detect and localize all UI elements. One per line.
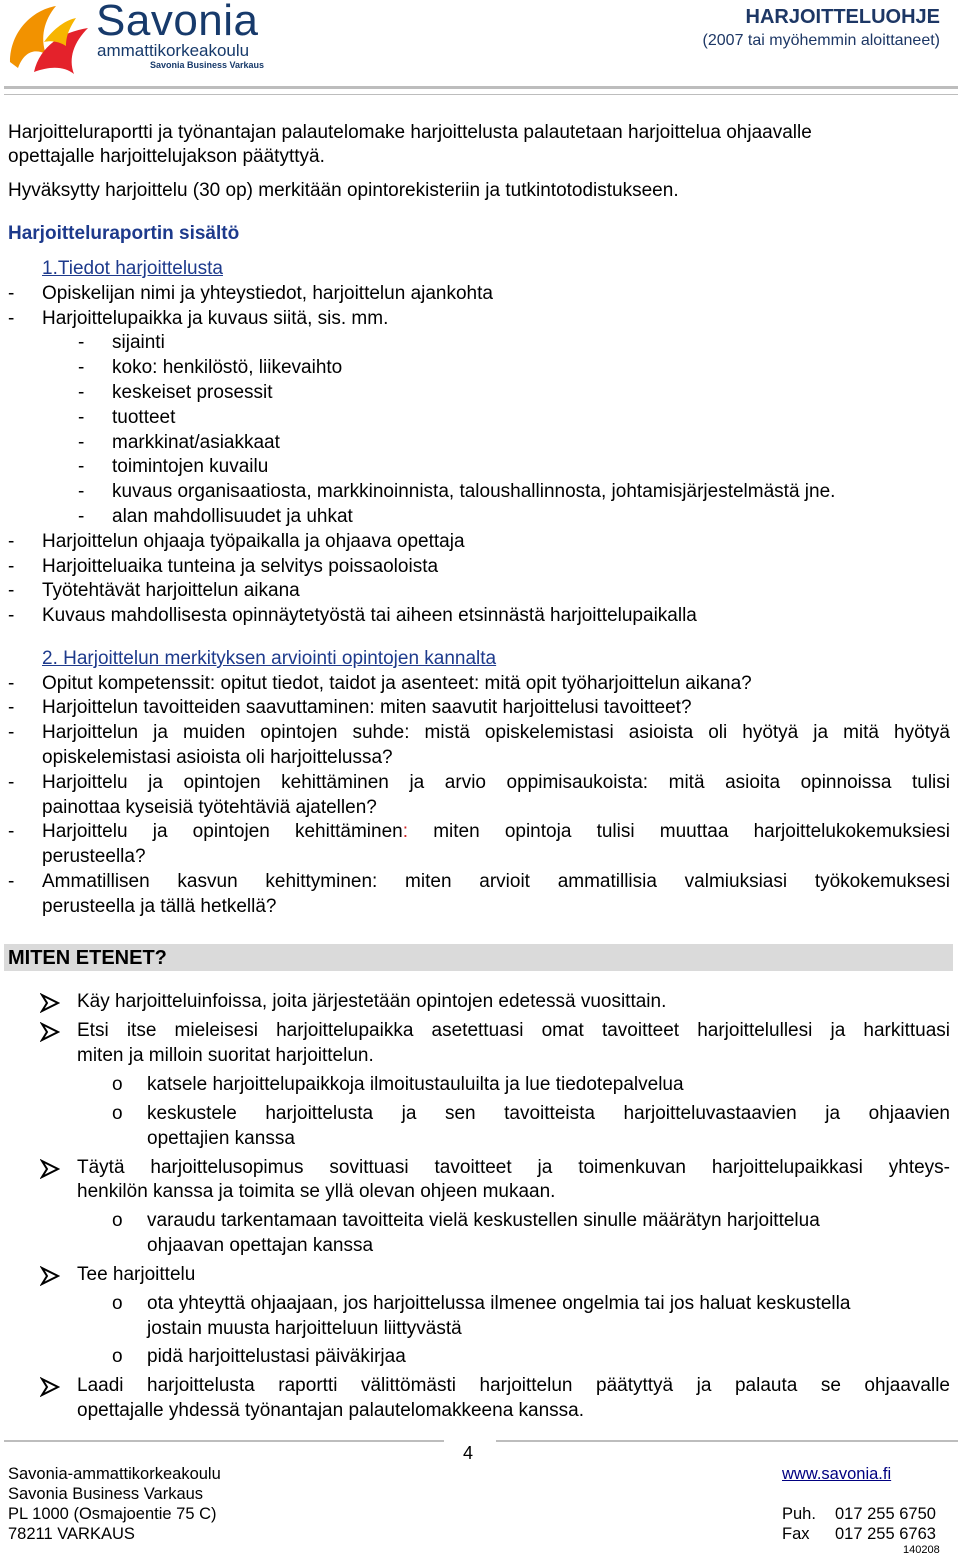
dash: - [78, 357, 85, 378]
dash: - [8, 697, 15, 718]
dash: - [78, 432, 85, 453]
step-text: Etsi itse mieleisesi harjoittelupaikka asetettuasi omat tavoitteet harjoittelullesi ja harkittuasi [77, 1020, 950, 1041]
logo-wordmark: Savonia [96, 0, 259, 45]
dash: - [8, 772, 15, 793]
sub-bullet: o [112, 1346, 123, 1367]
list-item-continuation: perusteella ja tällä hetkellä? [42, 896, 277, 917]
step-text-continuation: henkilön kanssa ja toimita se yllä olevan ohjeen mukaan. [77, 1181, 556, 1202]
dash: - [8, 821, 15, 842]
step-text-continuation: miten ja milloin suoritat harjoittelun. [77, 1045, 374, 1066]
dash: - [8, 673, 15, 694]
logo-subtitle: ammattikorkeakoulu [97, 41, 250, 60]
footer-address: PL 1000 (Osmajoentie 75 C) [8, 1505, 217, 1523]
sub-step-text: ota yhteyttä ohjaajaan, jos harjoittelussa ilmenee ongelmia tai jos haluat keskustella [147, 1293, 851, 1314]
footer-fax-label: Fax [782, 1525, 810, 1543]
how-heading: MITEN ETENET? [8, 947, 167, 969]
dash: - [8, 605, 15, 626]
step-text: Käy harjoitteluinfoissa, joita järjestetään opintojen edetessä vuosittain. [77, 991, 667, 1012]
document-title: HARJOITTELUOHJE [745, 6, 940, 28]
sub-step-text: varaudu tarkentamaan tavoitteita vielä keskustellen sinulle määrätyn harjoittelua [147, 1210, 820, 1231]
sub-item: markkinat/asiakkaat [112, 432, 280, 453]
intro-line: Harjoitteluraportti ja työnantajan palautelomake harjoittelusta palautetaan harjoittelua ohjaavalle [8, 122, 812, 143]
sub-bullet: o [112, 1103, 123, 1124]
dash: - [8, 556, 15, 577]
sub-item: tuotteet [112, 407, 176, 428]
dash: - [8, 283, 15, 304]
sub-step-text: katsele harjoittelupaikkoja ilmoitustauluilta ja lue tiedotepalvelua [147, 1074, 684, 1095]
list-item-continuation: perusteella? [42, 846, 146, 867]
sub-item: sijainti [112, 332, 165, 353]
footer-code: 140208 [903, 1544, 940, 1556]
step-text-continuation: opettajalle yhdessä työnantajan palautelomakkeena kanssa. [77, 1400, 585, 1421]
step-text: Täytä harjoittelusopimus sovittuasi tavoitteet ja toimenkuvan harjoittelupaikkasi yhteys- [77, 1157, 950, 1178]
sub-item: alan mahdollisuudet ja uhkat [112, 506, 353, 527]
footer-unit: Savonia Business Varkaus [8, 1485, 204, 1503]
section2-title: 2. Harjoittelun merkityksen arviointi opintojen kannalta [42, 648, 497, 669]
dash: - [78, 382, 85, 403]
arrow-bullet-icon [40, 1022, 60, 1042]
list-item: Työtehtävät harjoittelun aikana [42, 580, 300, 601]
document-subtitle: (2007 tai myöhemmin aloittaneet) [702, 32, 940, 49]
footer-org: Savonia-ammattikorkeakoulu [8, 1465, 221, 1483]
footer-rule [4, 1440, 444, 1442]
list-item: Opiskelijan nimi ja yhteystiedot, harjoittelun ajankohta [42, 283, 493, 304]
arrow-bullet-icon [40, 993, 60, 1013]
dash: - [8, 722, 15, 743]
dash: - [8, 531, 15, 552]
sub-step-text: keskustele harjoittelusta ja sen tavoitteista harjoitteluvastaavien ja ohjaavien [147, 1103, 950, 1124]
header-rule [4, 86, 958, 89]
list-item: Opitut kompetenssit: opitut tiedot, taidot ja asenteet: mitä opit työharjoittelun aikana? [42, 673, 752, 694]
list-item [42, 821, 950, 844]
sub-bullet: o [112, 1210, 123, 1231]
step-text: Tee harjoittelu [77, 1264, 196, 1285]
sub-bullet: o [112, 1293, 123, 1314]
arrow-bullet-icon [40, 1266, 60, 1286]
list-item: Harjoittelun ohjaaja työpaikalla ja ohjaava opettaja [42, 531, 465, 552]
list-item: Kuvaus mahdollisesta opinnäytetyöstä tai aiheen etsinnästä harjoittelupaikalla [42, 605, 697, 626]
list-item-continuation: opiskelemistasi asioista oli harjoittelussa? [42, 747, 393, 768]
list-item: Harjoittelun ja muiden opintojen suhde: mistä opiskelemistasi asioista oli hyötyä ja mitä hyötyä [42, 722, 950, 743]
dash: - [78, 407, 85, 428]
dash: - [78, 506, 85, 527]
list-item-continuation: painottaa kyseisiä työtehtäviä ajatellen? [42, 797, 377, 818]
list-item-part: Harjoittelu ja opintojen kehittäminen [42, 821, 403, 842]
list-item: Harjoittelupaikka ja kuvaus siitä, sis. mm. [42, 308, 389, 329]
sub-step-continuation: ohjaavan opettajan kanssa [147, 1235, 374, 1256]
intro-line: Hyväksytty harjoittelu (30 op) merkitään opintorekisteriin ja tutkintotodistukseen. [8, 180, 679, 201]
arrow-bullet-icon [40, 1377, 60, 1397]
sub-item: kuvaus organisaatiosta, markkinoinnista, taloushallinnosta, johtamisjärjestelmästä jne. [112, 481, 836, 502]
red-colon: : [402, 821, 408, 842]
dash: - [8, 580, 15, 601]
sub-step-continuation: jostain muusta harjoitteluun liittyvästä [147, 1318, 462, 1339]
list-item-part: miten opintoja tulisi muuttaa harjoittelukokemuksiesi [433, 821, 951, 842]
footer-city: 78211 VARKAUS [8, 1525, 135, 1543]
dash: - [78, 481, 85, 502]
savonia-flame-icon [4, 2, 96, 78]
footer-phone: 017 255 6750 [835, 1505, 936, 1523]
list-item: Harjoittelu ja opintojen kehittäminen ja arvio oppimisaukoista: mitä asioita opinnoissa tulisi [42, 772, 950, 793]
list-item: Ammatillisen kasvun kehittyminen: miten arvioit ammatillisia valmiuksiasi työkokemuksesi [42, 871, 950, 892]
sub-step-text: pidä harjoittelustasi päiväkirjaa [147, 1346, 406, 1367]
dash: - [8, 308, 15, 329]
footer-web-link[interactable]: www.savonia.fi [782, 1465, 892, 1483]
step-text: Laadi harjoittelusta raportti välittömästi harjoittelun päätyttyä ja palauta se ohjaavalle [77, 1375, 950, 1396]
intro-line: opettajalle harjoittelujakson päätyttyä. [8, 146, 325, 167]
sub-bullet: o [112, 1074, 123, 1095]
page-number: 4 [463, 1443, 474, 1463]
sub-item: toimintojen kuvailu [112, 456, 269, 477]
list-item: Harjoittelun tavoitteiden saavuttaminen: miten saavutit harjoittelusi tavoitteet? [42, 697, 692, 718]
logo-unit: Savonia Business Varkaus [150, 60, 265, 70]
arrow-bullet-icon [40, 1159, 60, 1179]
report-heading: Harjoitteluraportin sisältö [8, 223, 240, 244]
section1-title: 1.Tiedot harjoittelusta [42, 258, 223, 279]
list-item: Harjoitteluaika tunteina ja selvitys poissaoloista [42, 556, 439, 577]
dash: - [8, 871, 15, 892]
sub-step-continuation: opettajien kanssa [147, 1128, 295, 1149]
footer-phone-label: Puh. [782, 1505, 816, 1523]
sub-item: keskeiset prosessit [112, 382, 273, 403]
footer-fax: 017 255 6763 [835, 1525, 936, 1543]
sub-item: koko: henkilöstö, liikevaihto [112, 357, 343, 378]
header-rule-thin [4, 94, 958, 95]
footer-rule [496, 1440, 958, 1442]
dash: - [78, 332, 85, 353]
dash: - [78, 456, 85, 477]
